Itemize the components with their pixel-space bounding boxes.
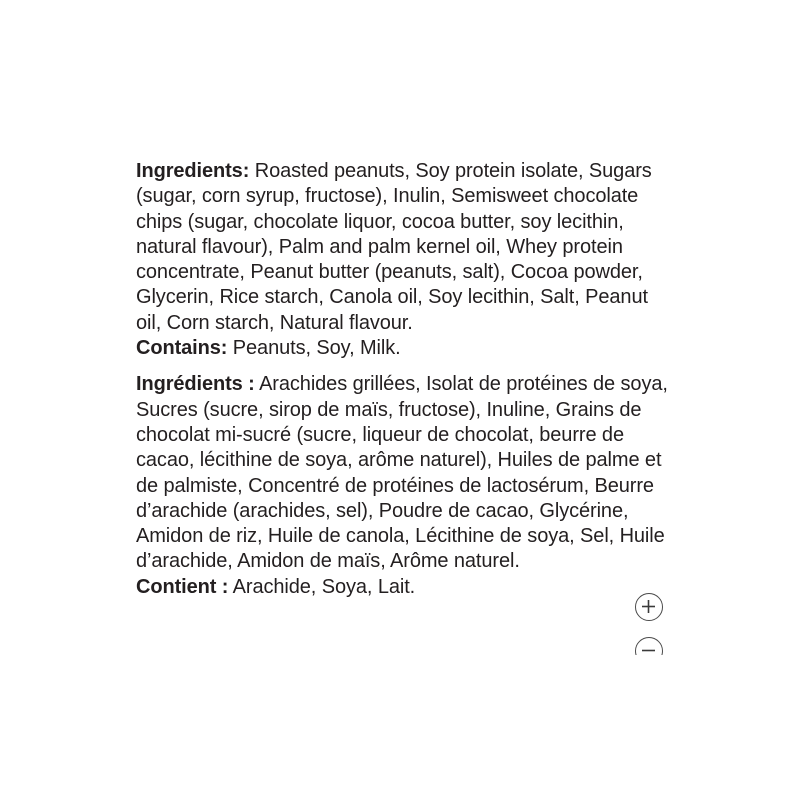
contains-label-fr: Contient : xyxy=(136,575,229,598)
english-ingredients xyxy=(136,159,676,336)
ingredients-label-fr: Ingrédients : xyxy=(136,373,255,396)
ingredients-panel xyxy=(136,159,676,600)
contains-label: Contains: xyxy=(136,337,228,360)
ingredients-text-fr: Arachides grillées, Isolat de protéines de soya, Sucres (sucre, sirop de maïs, fructose), Inuline, Grains de chocolat mi-sucré (sucre, liqueur de chocolat, beurre de cacao, lécithine de soya, arôme naturel), Huiles de palme et de palmiste, Concentré de protéines de lactosérum, Beurre d’arachide (arachides, sel), Poudre de cacao, Glycérine, Amidon de riz, Huile de canola, Lécithine de soya, Sel, Huile d’arachide, Amidon de maïs, Arôme naturel. xyxy=(136,373,668,573)
minus-icon xyxy=(636,638,661,655)
ingredients-text: Roasted peanuts, Soy protein isolate, Sugars (sugar, corn syrup, fructose), Inulin, Semisweet chocolate chips (sugar, chocolate liquor, cocoa butter, soy lecithin, natural flavour), Palm and palm kernel oil, Whey protein concentrate, Peanut butter (peanuts, salt), Cocoa powder, Glycerin, Rice starch, Canola oil, Soy lecithin, Salt, Peanut oil, Corn starch, Natural flavour. xyxy=(136,160,652,334)
french-contains xyxy=(136,575,676,600)
zoom-out-button[interactable] xyxy=(635,637,663,655)
zoom-in-button[interactable] xyxy=(635,593,663,621)
contains-text: Peanuts, Soy, Milk. xyxy=(227,337,401,360)
french-ingredients xyxy=(136,372,676,574)
english-contains xyxy=(136,336,676,361)
ingredients-label: Ingredients: xyxy=(136,160,250,182)
contains-text-fr: Arachide, Soya, Lait. xyxy=(228,575,416,598)
plus-icon xyxy=(636,594,661,619)
zoom-out-clip xyxy=(630,632,670,655)
